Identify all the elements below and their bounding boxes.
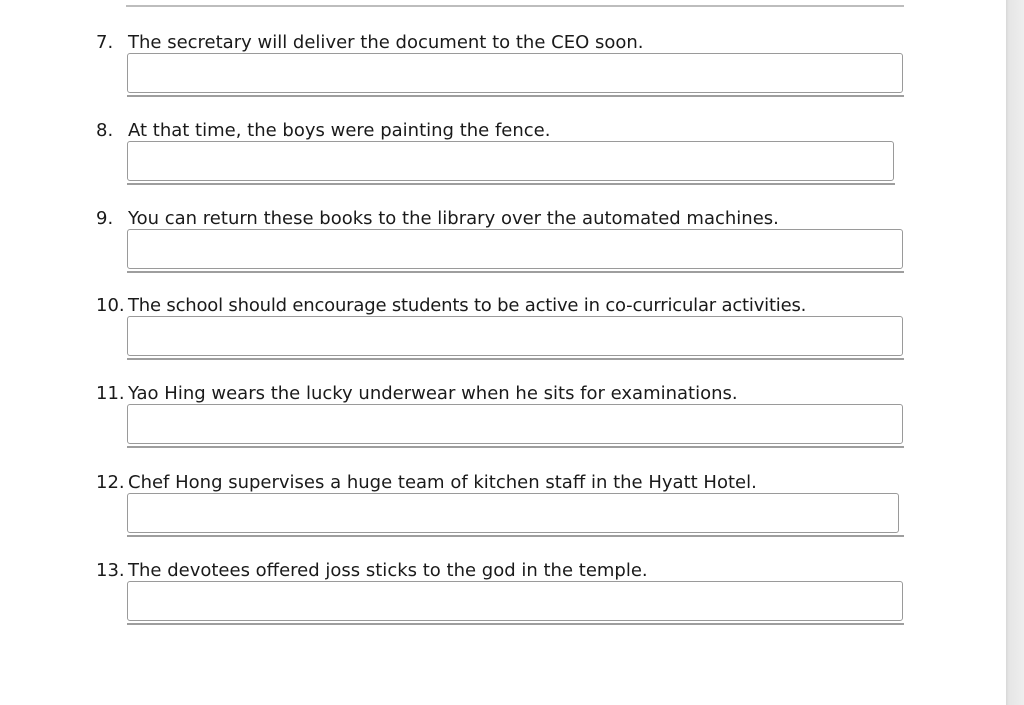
answer-field[interactable] (127, 493, 899, 533)
question-text: You can return these books to the library over the automated machines. (128, 208, 779, 229)
question-text: At that time, the boys were painting the fence. (128, 120, 551, 141)
answer-field[interactable] (127, 404, 903, 444)
answer-field[interactable] (127, 141, 894, 181)
answer-field[interactable] (127, 581, 903, 621)
answer-underline (127, 271, 904, 273)
top-divider (126, 5, 904, 7)
question-text: Chef Hong supervises a huge team of kitchen staff in the Hyatt Hotel. (128, 472, 757, 493)
answer-underline (127, 183, 895, 185)
answer-underline (127, 358, 904, 360)
question-number: 10. (96, 295, 125, 316)
answer-field[interactable] (127, 229, 903, 269)
question-text: The school should encourage students to be active in co-curricular activities. (128, 295, 807, 316)
question-number: 11. (96, 383, 125, 404)
question-text: Yao Hing wears the lucky underwear when he sits for examinations. (128, 383, 738, 404)
question-number: 12. (96, 472, 125, 493)
answer-underline (127, 535, 904, 537)
question-10 (0, 295, 1006, 375)
question-8 (0, 120, 1006, 200)
answer-underline (127, 446, 904, 448)
answer-field[interactable] (127, 53, 903, 93)
question-text: The devotees offered joss sticks to the god in the temple. (128, 560, 648, 581)
page-edge-shadow (1006, 0, 1024, 705)
question-text: The secretary will deliver the document to the CEO soon. (128, 32, 644, 53)
question-11 (0, 383, 1006, 463)
question-13 (0, 560, 1006, 640)
question-number: 13. (96, 560, 125, 581)
answer-underline (127, 623, 904, 625)
question-number: 8. (96, 120, 114, 141)
question-9 (0, 208, 1006, 288)
question-number: 9. (96, 208, 114, 229)
question-7 (0, 32, 1006, 112)
answer-field[interactable] (127, 316, 903, 356)
question-number: 7. (96, 32, 114, 53)
question-12 (0, 472, 1006, 552)
answer-underline (127, 95, 904, 97)
